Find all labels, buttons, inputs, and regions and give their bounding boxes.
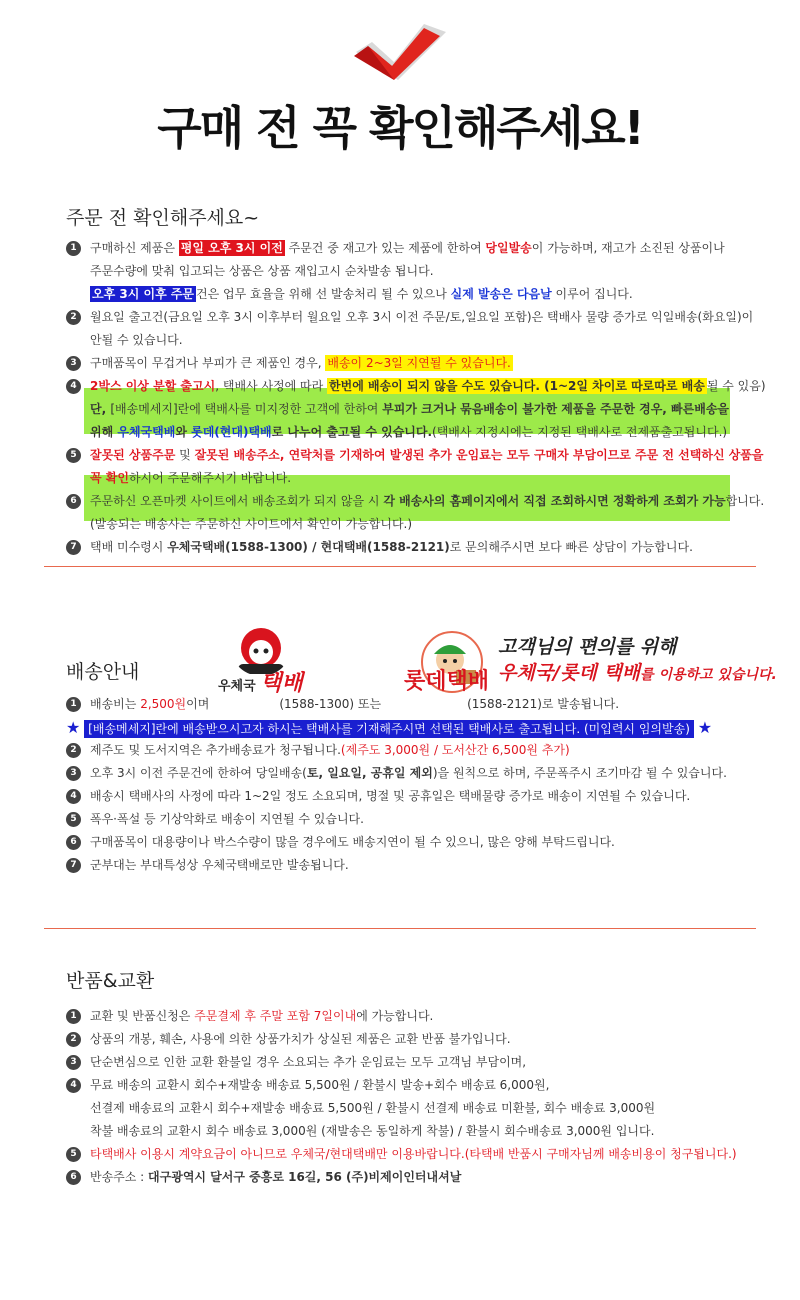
list-item: 5 타택배사 이용시 계약요금이 아니므로 우체국/현대택배만 이용바랍니다.(타택배 반품시 구매자님께 배송비용이 청구됩니다.): [66, 1143, 766, 1166]
number-circle-icon: 4: [66, 789, 81, 804]
section-title-shipping: 배송안내: [66, 661, 140, 683]
slogan-line: 고객님의 편의를 위해: [498, 636, 677, 658]
list-item: 2 상품의 개봉, 훼손, 사용에 의한 상품가치가 상실된 제품은 교환 반품 불가입니다.: [66, 1028, 766, 1051]
number-circle-icon: 5: [66, 1147, 81, 1162]
list-item: 6 반송주소 : 대구광역시 달서구 중흥로 16길, 56 (주)비제이인터내셔날: [66, 1166, 766, 1189]
list-item: 꼭 확인하시어 주문해주시기 바랍니다.: [90, 471, 292, 485]
list-item: 6 주문하신 오픈마켓 사이트에서 배송조회가 되지 않을 시 각 배송사의 홈페이지에서 직접 조회하시면 정확하게 조회가 가능합니다.: [66, 490, 766, 513]
number-circle-icon: 6: [66, 494, 81, 509]
list-item: 6 구매품목이 대용량이나 박스수량이 많을 경우에도 배송지연이 될 수 있으니, 많은 양해 부탁드립니다.: [66, 831, 766, 854]
number-circle-icon: 2: [66, 310, 81, 325]
list-item: [0, 716, 766, 739]
number-circle-icon: 2: [66, 1032, 81, 1047]
list-item: 7 군부대는 부대특성상 우체국택배로만 발송됩니다.: [66, 854, 766, 877]
list-item: 1 배송비는 2,500원이며 (1588-1300) 또는 (1588-2121)로 발송됩니다.: [66, 693, 766, 716]
list-item: 3 오후 3시 이전 주문건에 한하여 당일배송(토, 일요일, 공휴일 제외)을 원칙으로 하며, 주문폭주시 조기마감 될 수 있습니다.: [66, 762, 766, 785]
list-item: 7 택배 미수령시 우체국택배(1588-1300) / 현대택배(1588-2121)로 문의해주시면 보다 빠른 상담이 가능합니다.: [66, 536, 766, 559]
number-circle-icon: 3: [66, 1055, 81, 1070]
section-divider: [44, 566, 756, 567]
list-item: 단, [배송메세지]란에 택배사를 미지정한 고객에 한하여 부피가 크거나 묶음배송이 불가한 제품을 주문한 경우, 빠른배송을: [90, 402, 730, 416]
number-circle-icon: 1: [66, 241, 81, 256]
page-headline: 구매 전 꼭 확인해주세요!: [157, 101, 643, 155]
checkmark-icon: [354, 22, 450, 82]
list-item: 위해 우체국택배와 롯데(현대)택배로 나누어 출고될 수 있습니다.(택배사 지정시에는 지정된 택배사로 전제품출고됩니다.): [90, 425, 728, 439]
number-circle-icon: 5: [66, 448, 81, 463]
number-circle-icon: 2: [66, 743, 81, 758]
list-item: 4 배송시 택배사의 사정에 따라 1~2일 정도 소요되며, 명절 및 공휴일은 택배물량 증가로 배송이 지연될 수 있습니다.: [66, 785, 766, 808]
list-item: 3 구매품목이 무겁거나 부피가 큰 제품인 경우, 배송이 2~3일 지연될 수 있습니다.: [66, 352, 766, 375]
number-circle-icon: 4: [66, 379, 81, 394]
section-title-return: 반품&교환: [66, 970, 155, 992]
list-item: 안될 수 있습니다.: [90, 333, 183, 347]
list-item: 1 구매하신 제품은 평일 오후 3시 이전 주문건 중 재고가 있는 제품에 한하여 당일발송이 가능하며, 재고가 소진된 상품이나: [66, 237, 766, 260]
number-circle-icon: 1: [66, 1009, 81, 1024]
section-divider: [44, 928, 756, 929]
shipping-notice-list: [66, 693, 766, 877]
list-item: 선결제 배송료의 교환시 회수+재발송 배송료 5,500원 / 환불시 선결제 배송료 미환불, 회수 배송료 3,000원: [90, 1101, 656, 1115]
list-item: 2 월요일 출고건(금요일 오후 3시 이후부터 월요일 오후 3시 이전 주문/토,일요일 포함)은 택배사 물량 증가로 익일배송(화요일)이: [66, 306, 766, 329]
number-circle-icon: 7: [66, 540, 81, 555]
list-item: 1 교환 및 반품신청은 주문결제 후 주말 포함 7일이내에 가능합니다.: [66, 1005, 766, 1028]
list-item: 2 제주도 및 도서지역은 추가배송료가 청구됩니다.(제주도 3,000원 / 도서산간 6,500원 추가): [66, 739, 766, 762]
number-circle-icon: 6: [66, 1170, 81, 1185]
list-item: 5 폭우·폭설 등 기상악화로 배송이 지연될 수 있습니다.: [66, 808, 766, 831]
star-icon: ★: [697, 718, 713, 737]
section-title-order: 주문 전 확인해주세요~: [66, 207, 260, 229]
list-item: 오후 3시 이후 주문 건은 업무 효율을 위해 선 발송처리 될 수 있으나 실제 발송은 다음날 이루어 집니다.: [92, 287, 633, 301]
number-circle-icon: 3: [66, 356, 81, 371]
shipping-banner: [배송메세지]란에 배송받으시고자 하시는 택배사를 기재해주시면 선택된 택배사로 출고됩니다. (미입력시 임의발송): [84, 720, 694, 738]
number-circle-icon: 7: [66, 858, 81, 873]
number-circle-icon: 4: [66, 1078, 81, 1093]
order-notice-list: [66, 237, 766, 559]
list-item: 5 잘못된 상품주문 및 잘못된 배송주소, 연락처를 기재하여 발생된 추가 운임료는 모두 구매자 부담이므로 주문 전 선택하신 상품을: [66, 444, 766, 467]
post-brand-logo: 우체국 택배: [218, 671, 303, 696]
number-circle-icon: 6: [66, 835, 81, 850]
list-item: 주문수량에 맞춰 입고되는 상품은 상품 재입고시 순차발송 됩니다.: [90, 264, 434, 278]
list-item: 착불 배송료의 교환시 회수 배송료 3,000원 (재발송은 동일하게 착불) / 환불시 회수배송료 3,000원 입니다.: [90, 1124, 655, 1138]
number-circle-icon: 1: [66, 697, 81, 712]
slogan-line: 우체국/롯데 택배를 이용하고 있습니다.: [498, 662, 777, 684]
number-circle-icon: 5: [66, 812, 81, 827]
list-item: 3 단순변심으로 인한 교환 환불일 경우 소요되는 추가 운임료는 모두 고객님 부담이며,: [66, 1051, 766, 1074]
list-item: (발송되는 배송사는 주문하신 사이트에서 확인이 가능합니다.): [90, 517, 413, 531]
star-icon: ★: [66, 718, 81, 737]
return-notice-list: [66, 1005, 766, 1189]
list-item: 4 무료 배송의 교환시 회수+재발송 배송료 5,500원 / 환불시 발송+회수 배송료 6,000원,: [66, 1074, 766, 1097]
list-item: 4 2박스 이상 분할 출고시, 택배사 사정에 따라 한번에 배송이 되지 않을 수도 있습니다. (1~2일 차이로 따로따로 배송 될 수 있음): [66, 375, 766, 398]
number-circle-icon: 3: [66, 766, 81, 781]
lotte-brand-logo: 롯데택배: [404, 669, 490, 694]
